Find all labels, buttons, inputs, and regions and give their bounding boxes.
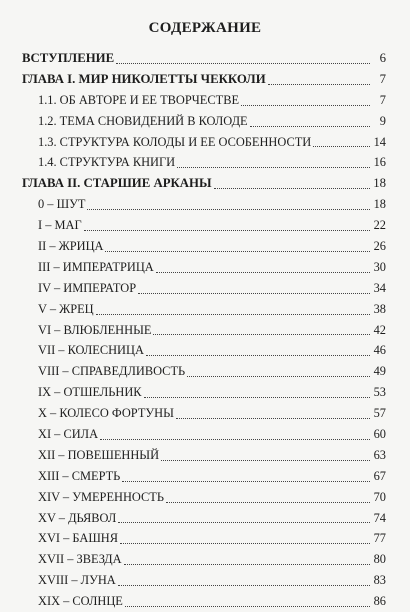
dot-leader [250, 125, 370, 127]
dot-leader [105, 250, 370, 252]
toc-entry-page-number: 38 [373, 301, 386, 316]
dot-leader [124, 563, 370, 565]
toc-entry-page-number: 7 [379, 71, 386, 86]
dot-leader [118, 584, 370, 586]
toc-entry [22, 132, 386, 153]
toc-entry [22, 591, 386, 612]
toc-entry [22, 236, 386, 257]
toc-entry-page-number: 63 [373, 447, 386, 462]
dot-leader [161, 459, 370, 461]
toc-entry [22, 508, 386, 529]
dot-leader [138, 292, 370, 294]
dot-leader [96, 313, 370, 315]
toc-entry [22, 424, 386, 445]
toc-entry-page-number: 9 [379, 113, 386, 128]
toc-entry-page-number: 74 [373, 510, 386, 525]
dot-leader [144, 396, 370, 398]
dot-leader [122, 480, 370, 482]
dot-leader [153, 333, 370, 335]
dot-leader [241, 104, 370, 106]
toc-entry [22, 320, 386, 341]
toc-entry-label: V – ЖРЕЦ [38, 301, 94, 316]
toc-entry [22, 570, 386, 591]
toc-entry-page-number: 26 [373, 239, 386, 254]
toc-entry-label: 1.4. СТРУКТУРА КНИГИ [38, 155, 176, 170]
toc-entry-page-number: 16 [373, 155, 386, 170]
toc-entry-label: X – КОЛЕСО ФОРТУНЫ [38, 406, 174, 421]
toc-entry-label: XII – ПОВЕШЕННЫЙ [38, 447, 160, 462]
toc-entry-page-number: 18 [373, 197, 386, 212]
toc-entry-page-number: 86 [373, 594, 386, 609]
toc-entry-label: XVII – ЗВЕЗДА [38, 552, 122, 567]
page-title: СОДЕРЖАНИЕ [148, 20, 262, 36]
toc-entry [22, 69, 386, 90]
toc-entry [22, 361, 386, 382]
toc-entry-page-number: 80 [373, 552, 386, 567]
toc-entry-label: II – ЖРИЦА [38, 239, 104, 254]
toc-entry [22, 194, 386, 215]
toc-entry-label: ВСТУПЛЕНИЕ [22, 51, 115, 65]
toc-entry-page-number: 18 [373, 176, 386, 191]
dot-leader [146, 354, 370, 356]
toc-entry-page-number: 34 [373, 280, 386, 295]
toc-entry [22, 382, 386, 403]
toc-entry-label: III – ИМПЕРАТРИЦА [38, 259, 154, 274]
toc-entry-page-number: 7 [379, 92, 386, 107]
toc-entry-page-number: 42 [373, 322, 386, 337]
dot-leader [87, 208, 370, 210]
toc-entry-label: VIII – СПРАВЕДЛИВОСТЬ [38, 364, 186, 379]
dot-leader [156, 271, 370, 273]
toc-entry-page-number: 6 [379, 51, 386, 65]
toc-entry-page-number: 46 [373, 343, 386, 358]
toc-entry [22, 90, 386, 111]
toc-entry [22, 278, 386, 299]
toc-entry-label: XV – ДЬЯВОЛ [38, 510, 117, 525]
toc-entry [22, 466, 386, 487]
dot-leader [187, 375, 370, 377]
toc-entry [22, 111, 386, 132]
toc-entry [22, 549, 386, 570]
dot-leader [268, 83, 370, 85]
toc-entry-label: VI – ВЛЮБЛЕННЫЕ [38, 322, 152, 337]
toc-entry-label: IV – ИМПЕРАТОР [38, 280, 137, 295]
dot-leader [313, 145, 370, 147]
toc-entry-label: XVI – БАШНЯ [38, 531, 119, 546]
toc-entry-label: XIII – СМЕРТЬ [38, 468, 121, 483]
toc-entry-page-number: 53 [373, 385, 386, 400]
dot-leader [125, 605, 370, 607]
toc-entry-page-number: 83 [373, 573, 386, 588]
table-of-contents [22, 48, 386, 612]
dot-leader [116, 62, 370, 64]
toc-entry-label: XVIII – ЛУНА [38, 573, 116, 588]
toc-entry [22, 487, 386, 508]
toc-entry-label: 0 – ШУТ [38, 197, 86, 212]
toc-entry-label: XIX – СОЛНЦЕ [38, 594, 123, 609]
dot-leader [100, 438, 370, 440]
toc-entry-label: 1.3. СТРУКТУРА КОЛОДЫ И ЕЕ ОСОБЕННОСТИ [38, 134, 312, 149]
toc-entry [22, 403, 386, 424]
toc-entry-page-number: 60 [373, 427, 386, 442]
toc-entry-page-number: 70 [373, 489, 386, 504]
toc-entry-page-number: 57 [373, 406, 386, 421]
toc-entry-label: I – МАГ [38, 218, 82, 233]
toc-entry [22, 215, 386, 236]
toc-entry-page-number: 49 [373, 364, 386, 379]
toc-entry-label: ГЛАВА II. СТАРШИЕ АРКАНЫ [22, 176, 212, 191]
toc-entry-label: ГЛАВА I. МИР НИКОЛЕТТЫ ЧЕККОЛИ [22, 71, 266, 86]
toc-entry-label: 1.2. ТЕМА СНОВИДЕНИЙ В КОЛОДЕ [38, 113, 248, 128]
toc-entry-label: 1.1. ОБ АВТОРЕ И ЕЕ ТВОРЧЕСТВЕ [38, 92, 240, 107]
dot-leader [214, 187, 370, 189]
toc-entry [22, 257, 386, 278]
toc-entry-page-number: 77 [373, 531, 386, 546]
dot-leader [118, 521, 370, 523]
toc-entry [22, 299, 386, 320]
dot-leader [84, 229, 370, 231]
toc-entry-label: VII – КОЛЕСНИЦА [38, 343, 144, 358]
dot-leader [166, 501, 370, 503]
toc-entry [22, 340, 386, 361]
toc-entry-page-number: 30 [373, 259, 386, 274]
toc-entry-page-number: 22 [373, 218, 386, 233]
toc-entry [22, 152, 386, 173]
toc-entry [22, 445, 386, 466]
dot-leader [177, 166, 370, 168]
dot-leader [120, 542, 370, 544]
toc-entry [22, 528, 386, 549]
toc-entry-page-number: 67 [373, 468, 386, 483]
toc-entry [22, 48, 386, 69]
toc-entry [22, 173, 386, 194]
dot-leader [176, 417, 370, 419]
toc-entry-label: IX – ОТШЕЛЬНИК [38, 385, 142, 400]
toc-entry-label: XI – СИЛА [38, 427, 99, 442]
toc-entry-label: XIV – УМЕРЕННОСТЬ [38, 489, 164, 504]
toc-entry-page-number: 14 [373, 134, 386, 149]
